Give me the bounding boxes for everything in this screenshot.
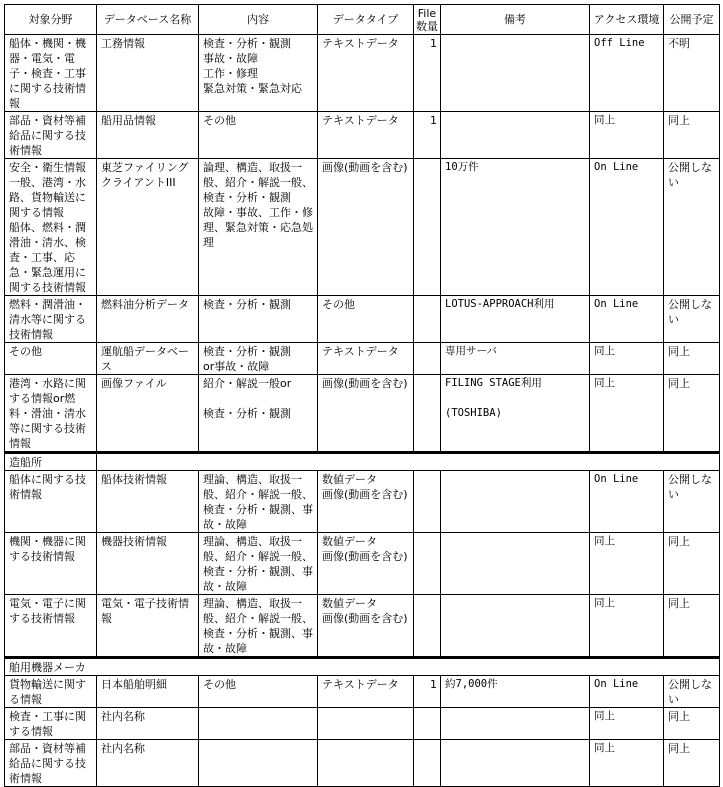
cell-subject: 電気・電子に関する技術情報 — [5, 595, 97, 657]
cell-data-type: テキストデータ — [318, 112, 414, 159]
cell-remarks — [441, 533, 590, 595]
cell-access: 同上 — [590, 595, 664, 657]
cell-content: 理論、構造、取扱一般、紹介・解説一般、検査・分析・観測、事故・故障 — [199, 471, 318, 533]
cell-data-type — [318, 708, 414, 740]
cell-subject: その他 — [5, 343, 97, 375]
cell-data-type — [318, 740, 414, 787]
cell-content: 紹介・解説一般or 検査・分析・観測 — [199, 375, 318, 452]
cell-file-count — [414, 740, 441, 787]
cell-database: 運航船データベース — [97, 343, 199, 375]
cell-publish: 公開しない — [664, 676, 720, 708]
cell-access: 同上 — [590, 375, 664, 452]
table-row — [5, 533, 720, 595]
cell-file-count: 1 — [414, 112, 441, 159]
cell-content — [199, 708, 318, 740]
section-shipyard-label: 造船所 — [5, 453, 97, 471]
cell-database: 社内名称 — [97, 708, 199, 740]
cell-subject: 安全・衛生情報 一般、港湾・水路、貨物輸送に関する情報 船体、燃料・潤滑油・清水、検査・工事、応急・緊急運用に関する技術情報 — [5, 159, 97, 296]
cell-subject: 部品・資材等補給品に関する技術情報 — [5, 112, 97, 159]
cell-file-count — [414, 343, 441, 375]
cell-file-count: 1 — [414, 676, 441, 708]
cell-publish: 公開しない — [664, 471, 720, 533]
cell-data-type: 数値データ 画像(動画を含む) — [318, 533, 414, 595]
table-row — [5, 595, 720, 657]
cell-publish: 同上 — [664, 533, 720, 595]
table-row — [5, 471, 720, 533]
cell-content: 理論、構造、取扱一般、紹介・解説一般、検査・分析・観測、事故・故障 — [199, 595, 318, 657]
header-access: アクセス環境 — [590, 5, 664, 35]
cell-data-type: 数値データ 画像(動画を含む) — [318, 471, 414, 533]
cell-database: 機器技術情報 — [97, 533, 199, 595]
cell-access: 同上 — [590, 112, 664, 159]
cell-database: 船体技術情報 — [97, 471, 199, 533]
cell-remarks — [441, 112, 590, 159]
header-file-count: File 数量 — [414, 5, 441, 35]
cell-publish: 公開しない — [664, 159, 720, 296]
cell-remarks: 10万件 — [441, 159, 590, 296]
section-maker-label: 舶用機器メーカ — [5, 658, 720, 676]
cell-data-type: テキストデータ — [318, 676, 414, 708]
cell-file-count — [414, 471, 441, 533]
cell-publish: 同上 — [664, 375, 720, 452]
header-content: 内容 — [199, 5, 318, 35]
cell-access: On Line — [590, 471, 664, 533]
cell-database: 燃料油分析データ — [97, 296, 199, 343]
cell-database: 東芝ファイリングクライアントIII — [97, 159, 199, 296]
cell-remarks: LOTUS-APPROACH利用 — [441, 296, 590, 343]
header-database: データベース名称 — [97, 5, 199, 35]
cell-access: On Line — [590, 159, 664, 296]
cell-file-count — [414, 533, 441, 595]
cell-database: 電気・電子技術情報 — [97, 595, 199, 657]
cell-subject: 検査・工事に関する情報 — [5, 708, 97, 740]
cell-database: 社内名称 — [97, 740, 199, 787]
cell-file-count: 1 — [414, 35, 441, 112]
cell-access: 同上 — [590, 740, 664, 787]
header-row — [5, 5, 720, 35]
cell-data-type: テキストデータ — [318, 35, 414, 112]
cell-access: On Line — [590, 676, 664, 708]
database-table — [4, 4, 720, 787]
cell-remarks — [441, 708, 590, 740]
cell-remarks — [441, 595, 590, 657]
header-data-type: データタイプ — [318, 5, 414, 35]
cell-publish: 同上 — [664, 708, 720, 740]
cell-content — [199, 740, 318, 787]
cell-remarks: FILING STAGE利用 (TOSHIBA) — [441, 375, 590, 452]
cell-database: 日本船舶明細 — [97, 676, 199, 708]
cell-publish: 同上 — [664, 740, 720, 787]
cell-remarks — [441, 35, 590, 112]
table-row — [5, 708, 720, 740]
table-row — [5, 112, 720, 159]
cell-file-count — [414, 708, 441, 740]
table-row — [5, 676, 720, 708]
header-remarks: 備考 — [441, 5, 590, 35]
cell-publish: 公開しない — [664, 296, 720, 343]
table-row — [5, 343, 720, 375]
cell-subject: 港湾・水路に関する情報or燃料・滑油・清水等に関する技術情報 — [5, 375, 97, 452]
section-row — [5, 453, 720, 471]
cell-publish: 不明 — [664, 35, 720, 112]
cell-access: Off Line — [590, 35, 664, 112]
cell-file-count — [414, 159, 441, 296]
cell-data-type: その他 — [318, 296, 414, 343]
cell-data-type: 画像(動画を含む) — [318, 159, 414, 296]
table-row — [5, 296, 720, 343]
cell-subject: 燃料・潤滑油・清水等に関する技術情報 — [5, 296, 97, 343]
table-row — [5, 35, 720, 112]
cell-access: 同上 — [590, 343, 664, 375]
cell-content: その他 — [199, 676, 318, 708]
cell-database: 船用品情報 — [97, 112, 199, 159]
cell-subject: 貨物輸送に関する情報 — [5, 676, 97, 708]
cell-file-count — [414, 595, 441, 657]
header-subject: 対象分野 — [5, 5, 97, 35]
cell-content: 検査・分析・観測 — [199, 296, 318, 343]
cell-subject: 船体・機関・機器・電気・電子・検査・工事に関する技術情報 — [5, 35, 97, 112]
header-publish: 公開予定 — [664, 5, 720, 35]
cell-subject: 部品・資材等補給品に関する技術情報 — [5, 740, 97, 787]
cell-access: 同上 — [590, 708, 664, 740]
cell-database: 画像ファイル — [97, 375, 199, 452]
cell-remarks — [441, 740, 590, 787]
cell-file-count — [414, 296, 441, 343]
cell-access: 同上 — [590, 533, 664, 595]
cell-content: 検査・分析・観測 事故・故障 工作・修理 緊急対策・緊急対応 — [199, 35, 318, 112]
cell-content: 検査・分析・観測 or事故・故障 — [199, 343, 318, 375]
cell-content: 理論、構造、取扱一般、紹介・解説一般、検査・分析・観測、事故・故障 — [199, 533, 318, 595]
cell-content: 論理、構造、取扱一般、紹介・解説一般、検査・分析・観測 故障・事故、工作・修理、緊急対策・応急処理 — [199, 159, 318, 296]
cell-publish: 同上 — [664, 112, 720, 159]
cell-remarks: 専用サーバ — [441, 343, 590, 375]
cell-data-type: テキストデータ — [318, 343, 414, 375]
cell-content: その他 — [199, 112, 318, 159]
cell-data-type: 画像(動画を含む) — [318, 375, 414, 452]
table-row — [5, 375, 720, 452]
table-row — [5, 159, 720, 296]
cell-remarks: 約7,000件 — [441, 676, 590, 708]
cell-subject: 船体に関する技術情報 — [5, 471, 97, 533]
cell-access: On Line — [590, 296, 664, 343]
cell-database: 工務情報 — [97, 35, 199, 112]
table-row — [5, 740, 720, 787]
cell-publish: 同上 — [664, 595, 720, 657]
cell-file-count — [414, 375, 441, 452]
cell-subject: 機関・機器に関する技術情報 — [5, 533, 97, 595]
cell-publish: 同上 — [664, 343, 720, 375]
cell-data-type: 数値データ 画像(動画を含む) — [318, 595, 414, 657]
cell-remarks — [441, 471, 590, 533]
section-row — [5, 658, 720, 676]
